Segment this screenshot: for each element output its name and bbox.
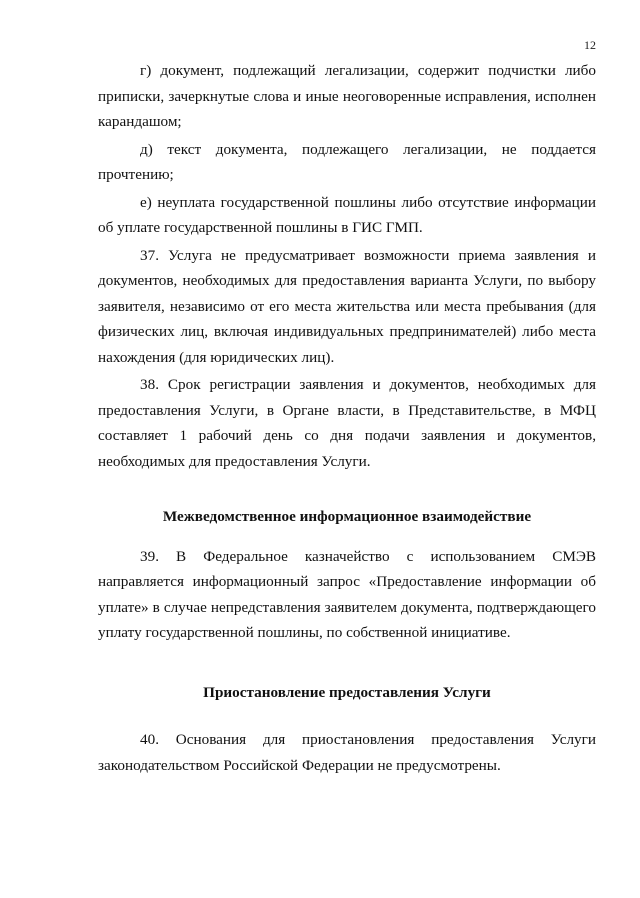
list-item-g: г) документ, подлежащий легализации, содержит подчистки либо приписки, зачеркнутые слова и иные неоговоренные исправления, исполнен карандашом; <box>98 62 596 130</box>
page-number: 12 <box>584 38 596 52</box>
paragraph-38: 38. Срок регистрации заявления и документов, необходимых для предоставления Услуги, в Органе власти, в Представительстве, в МФЦ составляет 1 рабочий день со дня подачи заявления и документов, необходимых для предоставления Услуги. <box>98 376 596 470</box>
section-heading-suspension: Приостановление предоставления Услуги <box>203 683 491 701</box>
paragraph-37: 37. Услуга не предусматривает возможности приема заявления и документов, необходимых для предоставления варианта Услуги, по выбору заявителя, независимо от его места жительства или места пребывания (для физических лиц, включая индивидуальных предпринимателей) либо места нахождения (для юридических лиц). <box>98 246 596 366</box>
section-heading-interagency: Межведомственное информационное взаимодействие <box>162 508 532 525</box>
list-item-e: е) неуплата государственной пошлины либо отсутствие информации об уплате государственной пошлины в ГИС ГМП. <box>98 193 596 236</box>
paragraph-39: 39. В Федеральное казначейство с использованием СМЭВ направляется информационный запрос «Предоставление информации об уплате» в случае непредставления заявителем документа, подтверждающего уплату государственной пошлины, по собственной инициативе. <box>98 547 596 641</box>
list-item-d: д) текст документа, подлежащего легализации, не поддается прочтению; <box>98 140 596 183</box>
paragraph-40: 40. Основания для приостановления предоставления Услуги законодательством Российской Федерации не предусмотрены. <box>98 731 596 774</box>
document-body <box>98 58 596 778</box>
